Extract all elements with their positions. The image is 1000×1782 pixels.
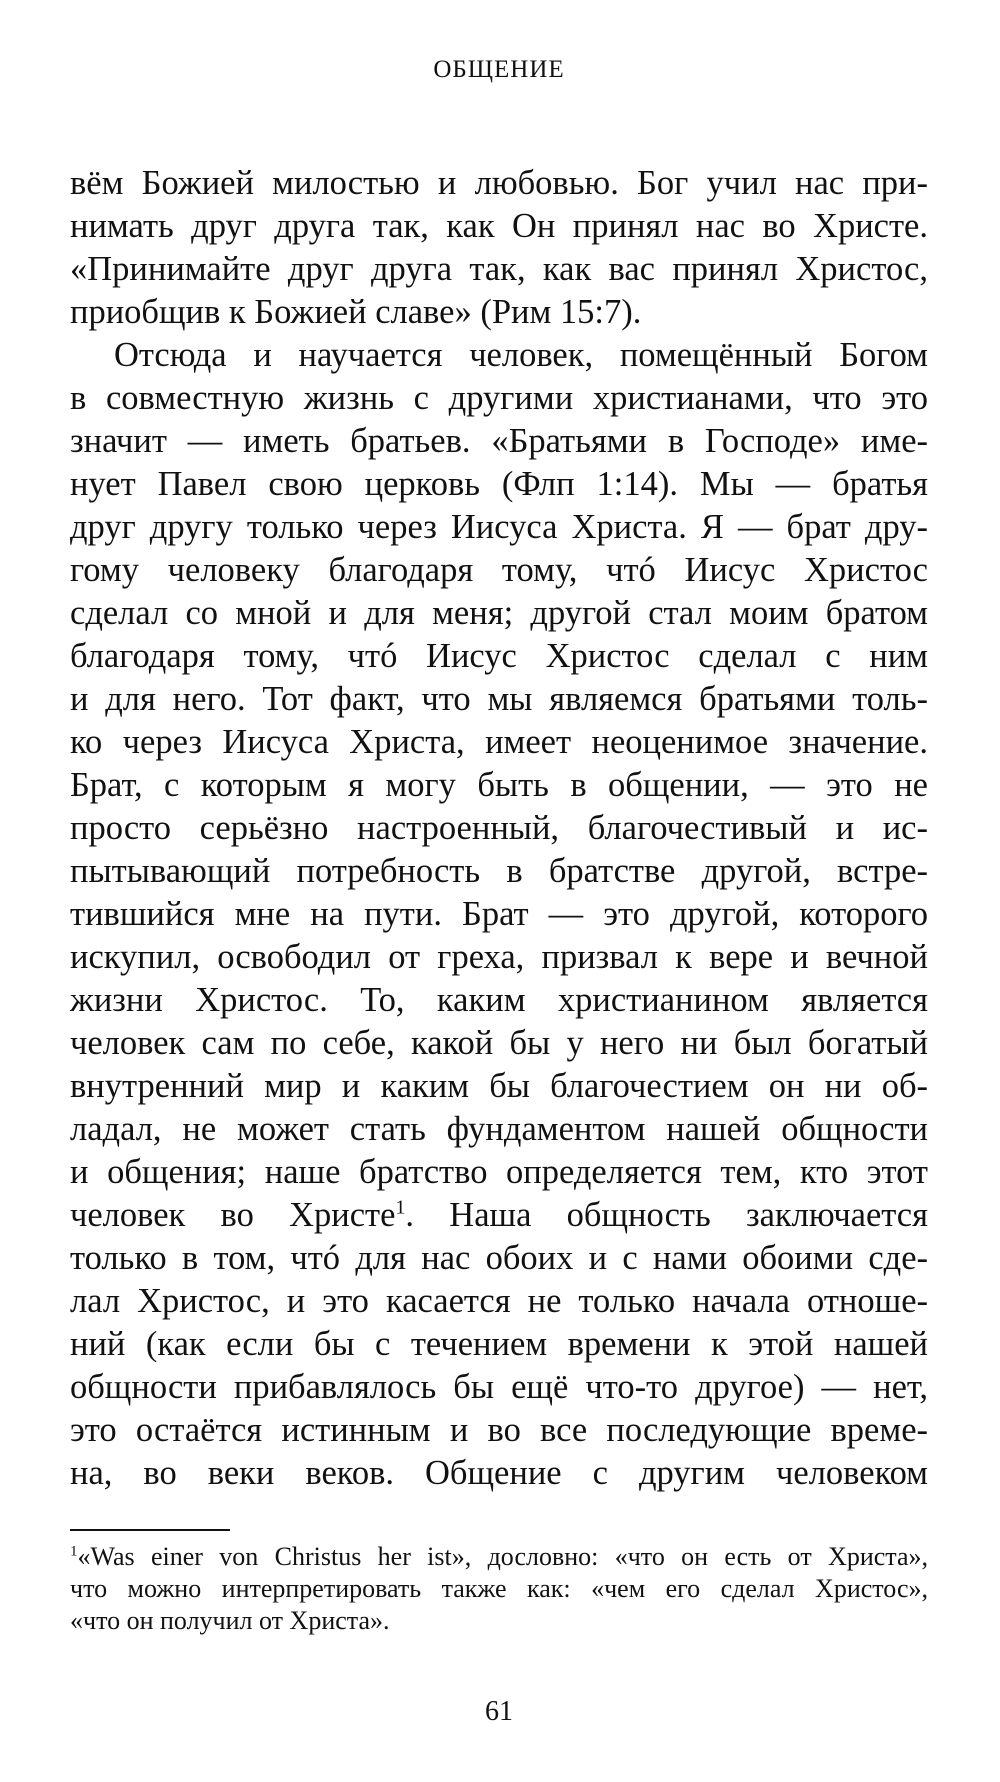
text-line: искупил, освободил от греха, призвал к вере и вечной (70, 938, 928, 976)
text-line: Отсюда и научается человек, помещённый Богом (114, 336, 928, 374)
text-line: человек сам по себе, какой бы у него ни был богатый (70, 1024, 928, 1062)
text-segment: . Наша общность заключается (405, 1196, 928, 1234)
text-line: сделал со мной и для меня; другой стал моим братом (70, 594, 928, 632)
footnote-line (70, 1541, 928, 1573)
running-title: ОБЩЕНИЕ (433, 56, 565, 83)
text-line: в совместную жизнь с другими христианами, что это (70, 379, 928, 417)
text-line: общности прибавлялось бы ещё что-то другое) — нет, (70, 1368, 928, 1406)
text-line: на, во веки веков. Общение с другим человеком (70, 1454, 928, 1492)
text-line: ко через Иисуса Христа, имеет неоценимое значение. (70, 723, 928, 761)
text-line: тившийся мне на пути. Брат — это другой, которого (70, 895, 928, 933)
text-line: это остаётся истинным и во все последующие време- (70, 1411, 928, 1449)
text-line: Брат, с которым я могу быть в общении, — это не (70, 766, 928, 804)
text-line: нует Павел свою церковь (Флп 1:14). Мы — братья (70, 465, 928, 503)
footnote-text: «Was einer von Christus her ist», дословно: «что он есть от Христа», (77, 1542, 928, 1571)
text-line: пытывающий потребность в братстве другой, встре- (70, 852, 928, 890)
footnote-reference[interactable]: 1 (395, 1196, 406, 1219)
text-line: жизни Христос. То, каким христианином является (70, 981, 928, 1019)
text-line: только в том, чтó для нас обоих и с нами обоими сде- (70, 1239, 928, 1277)
text-line: просто серьёзно настроенный, благочестивый и ис- (70, 809, 928, 847)
text-line: значит — иметь братьев. «Братьями в Господе» име- (70, 422, 928, 460)
footnote (70, 1541, 928, 1637)
text-line: благодаря тому, чтó Иисус Христос сделал с ним (70, 637, 928, 675)
text-line-with-footnote-ref (70, 1194, 928, 1237)
text-line: ладал, не может стать фундаментом нашей общности (70, 1110, 928, 1148)
text-line: и общения; наше братство определяется тем, кто этот (70, 1153, 928, 1191)
text-line: внутренний мир и каким бы благочестием он ни об- (70, 1067, 928, 1105)
footnote-divider (70, 1529, 230, 1531)
book-page (70, 0, 928, 1782)
text-line: и для него. Тот факт, что мы являемся братьями толь- (70, 680, 928, 718)
text-line: приобщив к Божией славе» (Рим 15:7). (70, 293, 642, 331)
text-segment: человек во Христе (70, 1196, 396, 1234)
text-line: ний (как если бы с течением времени к этой нашей (70, 1325, 928, 1363)
text-line: гому человеку благодаря тому, чтó Иисус Христос (70, 551, 928, 589)
text-line: вём Божией милостью и любовью. Бог учил нас при- (70, 164, 928, 202)
page-number: 61 (485, 1696, 513, 1727)
text-line: друг другу только через Иисуса Христа. Я — брат дру- (70, 508, 928, 546)
text-line: нимать друг друга так, как Он принял нас во Христе. (70, 207, 928, 245)
text-line: лал Христос, и это касается не только начала отноше- (70, 1282, 928, 1320)
main-text (70, 162, 928, 1495)
footnote-line: что можно интерпретировать также как: «чем его сделал Христос», (70, 1574, 928, 1603)
footnote-marker: 1 (70, 1543, 78, 1560)
text-line: «Принимайте друг друга так, как вас принял Христос, (70, 250, 928, 288)
footnote-line: «что он получил от Христа». (70, 1606, 390, 1635)
